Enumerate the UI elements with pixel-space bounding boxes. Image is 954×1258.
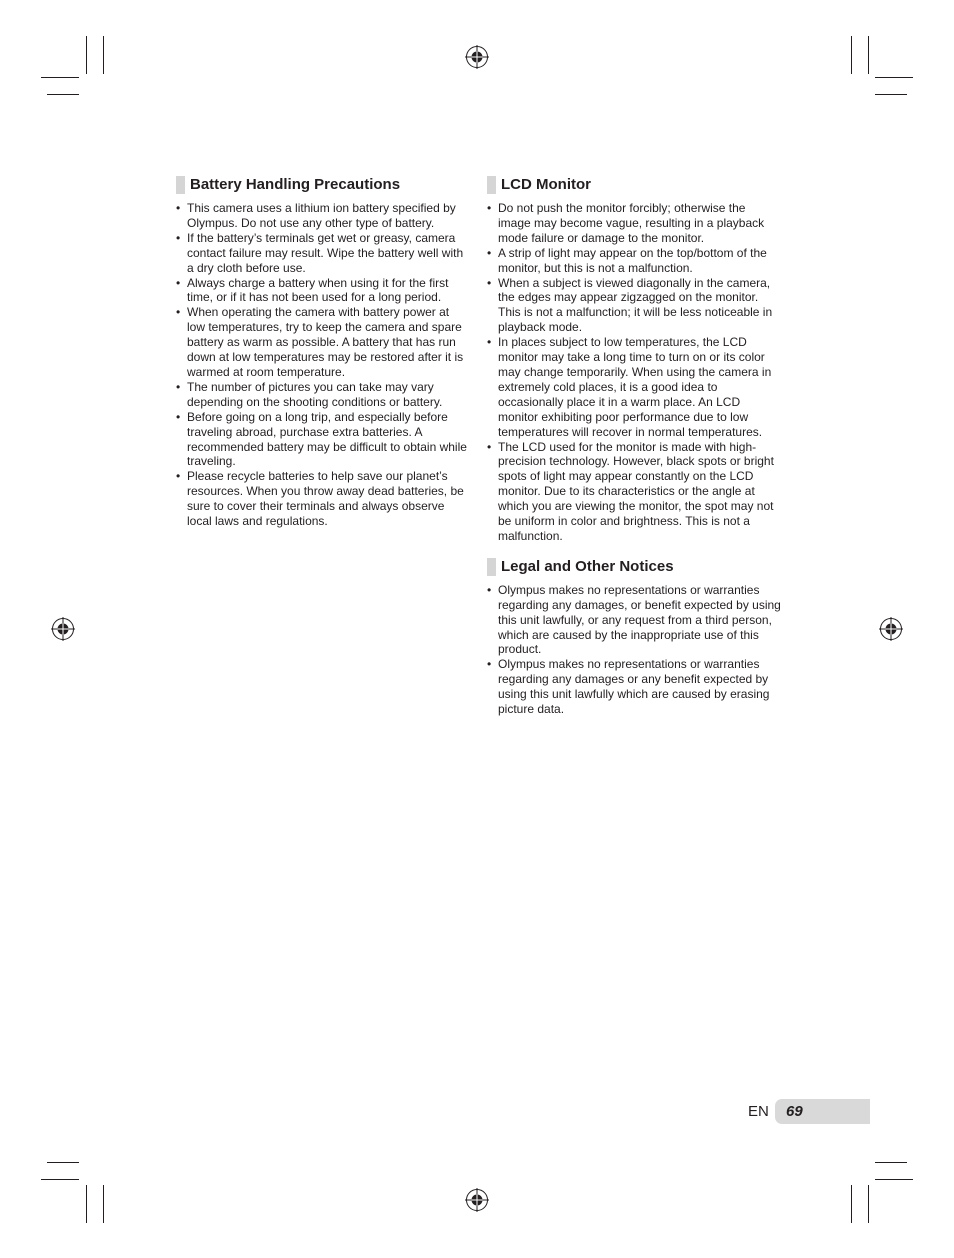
heading-bar <box>487 176 496 194</box>
bullet-icon: • <box>176 379 181 394</box>
list-item: • Do not push the monitor forcibly; otherwise the image may become vague, resulting in a playback mode failure or damage to the monitor. <box>487 201 765 245</box>
registration-mark-icon <box>879 617 903 641</box>
registration-mark-icon <box>465 45 489 69</box>
list-item: • Always charge a battery when using it for the first time, or if it has not been used for a long period. <box>176 275 449 305</box>
list-item: • Please recycle batteries to help save our planet’s resources. When you throw away dead batteries, be sure to cover their terminals and always observe local laws and regulations. <box>176 469 464 529</box>
bullet-icon: • <box>487 657 492 672</box>
list-item: • This camera uses a lithium ion battery specified by Olympus. Do not use any other type of battery. <box>176 201 456 230</box>
crop-mark <box>868 36 869 74</box>
crop-mark <box>41 1179 79 1180</box>
section-heading <box>487 557 781 577</box>
section-heading-text: Legal and Other Notices <box>501 557 674 575</box>
list-item: • If the battery’s terminals get wet or greasy, camera contact failure may result. Wipe the battery well with a dry cloth before use. <box>176 230 464 275</box>
list-item: • When a subject is viewed diagonally in the camera, the edges may appear zigzagged on the monitor. This is not a malfunction; it will be less noticeable in playback mode. <box>487 275 773 335</box>
crop-mark <box>86 1185 87 1223</box>
crop-mark <box>851 36 852 74</box>
bullet-icon: • <box>176 201 181 215</box>
list-item: • Before going on a long trip, and especially before traveling abroad, purchase extra batteries. A recommended battery may be difficult to obtain while traveling. <box>176 409 467 469</box>
left-column <box>176 175 470 543</box>
bullet-icon: • <box>176 305 181 320</box>
section-lcd-monitor <box>487 175 781 544</box>
bullet-icon: • <box>487 582 492 597</box>
crop-mark <box>47 1162 79 1163</box>
heading-bar <box>487 558 496 576</box>
crop-mark <box>875 77 913 78</box>
crop-mark <box>875 1162 907 1163</box>
crop-mark <box>875 94 907 95</box>
registration-mark-icon <box>51 617 75 641</box>
crop-mark <box>103 36 104 74</box>
bullet-list <box>176 201 470 529</box>
crop-mark <box>47 94 79 95</box>
list-item: • The LCD used for the monitor is made with high-precision technology. However, black spots or bright spots of light may appear constantly on the LCD monitor. Due to its characteristics or the angle at which you are viewing the monitor, the spot may not be uniform in color and brightness. This is not a malfunction. <box>487 439 774 543</box>
section-legal-notices <box>487 557 781 717</box>
right-column <box>487 175 781 731</box>
list-item: • The number of pictures you can take may vary depending on the shooting conditions or battery. <box>176 379 443 409</box>
bullet-icon: • <box>487 439 492 454</box>
crop-mark <box>875 1179 913 1180</box>
page-footer <box>748 1099 870 1124</box>
section-heading <box>176 175 470 195</box>
crop-mark <box>868 1185 869 1223</box>
heading-bar <box>176 176 185 194</box>
bullet-icon: • <box>487 201 492 215</box>
page-number-tab <box>775 1099 870 1124</box>
bullet-list <box>487 201 781 544</box>
list-item: • In places subject to low temperatures, the LCD monitor may take a long time to turn on or its color may change temporarily. When using the camera in extremely cold places, it is a good idea to occasionally place it in a warm place. An LCD monitor exhibiting poor performance due to low temperatures will recover in normal temperatures. <box>487 335 772 439</box>
section-heading <box>487 175 781 195</box>
language-code: EN <box>748 1103 769 1120</box>
page-number: 69 <box>786 1103 803 1120</box>
bullet-icon: • <box>487 275 492 290</box>
bullet-icon: • <box>176 275 181 290</box>
list-item: • Olympus makes no representations or warranties regarding any damages or any benefit expected by using this unit lawfully which are caused by erasing picture data. <box>487 657 770 717</box>
section-battery-handling <box>176 175 470 529</box>
crop-mark <box>851 1185 852 1223</box>
bullet-icon: • <box>176 469 181 484</box>
list-item: • Olympus makes no representations or warranties regarding any damages, or benefit expected by using this unit lawfully, or any request from a third person, which are caused by the inappropriate use of this product. <box>487 582 781 657</box>
bullet-icon: • <box>176 409 181 424</box>
list-item: • A strip of light may appear on the top/bottom of the monitor, but this is not a malfunction. <box>487 245 767 275</box>
bullet-list <box>487 583 781 717</box>
bullet-icon: • <box>487 245 492 260</box>
crop-mark <box>86 36 87 74</box>
section-heading-text: Battery Handling Precautions <box>190 176 401 193</box>
section-heading-text: LCD Monitor <box>501 176 591 193</box>
crop-mark <box>41 77 79 78</box>
list-item: • When operating the camera with battery power at low temperatures, try to keep the camera and spare battery as warm as possible. A battery that has run down at low temperatures may be restored after it is warmed at room temperature. <box>176 305 464 379</box>
bullet-icon: • <box>176 230 181 245</box>
registration-mark-icon <box>465 1188 489 1212</box>
crop-mark <box>103 1185 104 1223</box>
bullet-icon: • <box>487 335 492 350</box>
